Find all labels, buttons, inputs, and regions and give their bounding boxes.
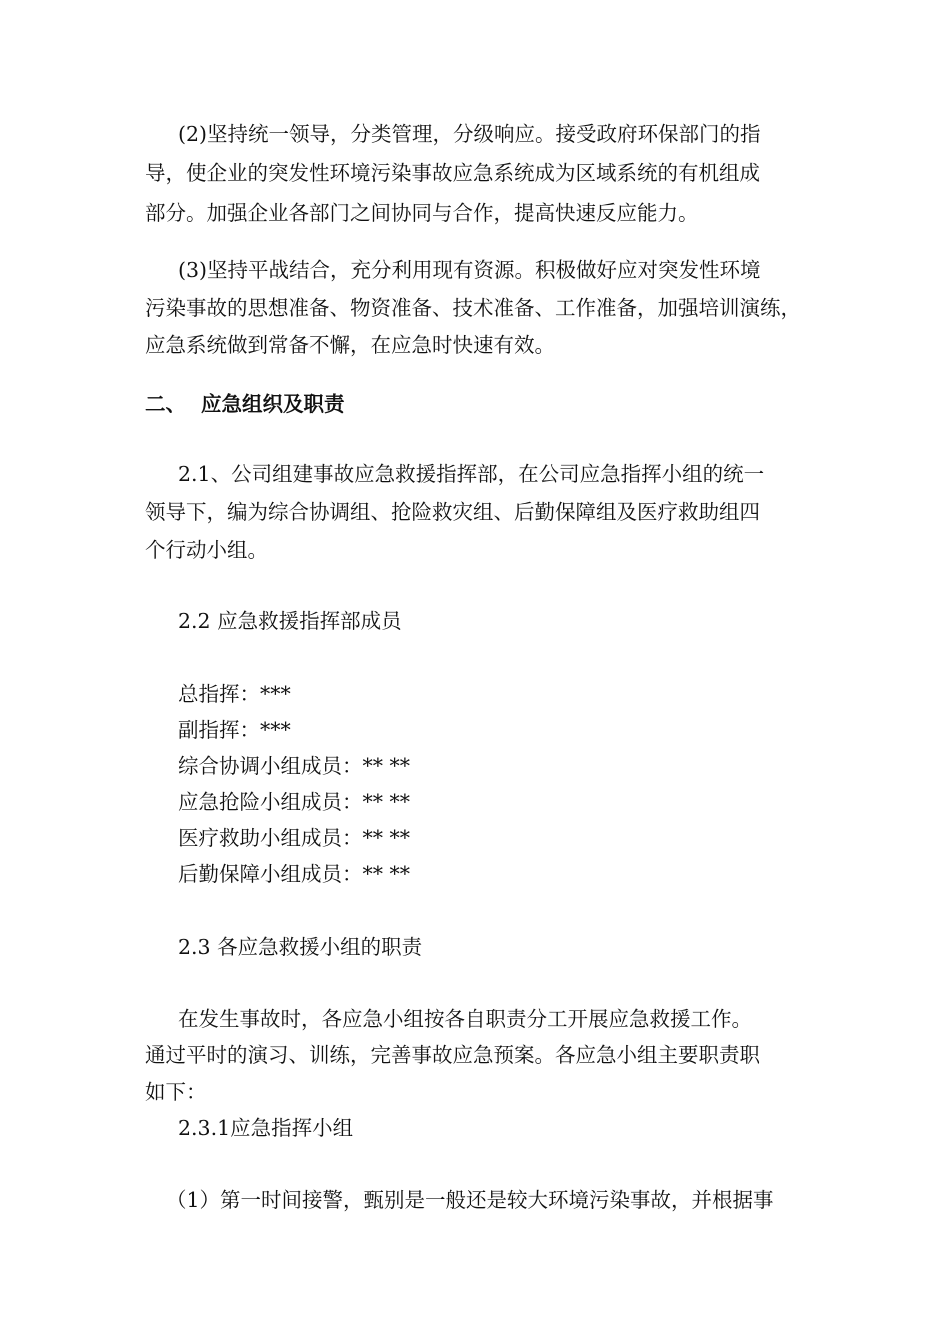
principle-3-line-2: 污染事故的思想准备、物资准备、技术准备、工作准备，加强培训演练， (145, 296, 801, 320)
principle-3-line-1: (3)坚持平战结合，充分利用现有资源。积极做好应对突发性环境 (178, 258, 761, 282)
para-2-3-1-item-1: （1）第一时间接警，甄别是一般还是较大环境污染事故，并根据事 (166, 1188, 774, 1212)
para-2-1-line-3: 个行动小组。 (145, 538, 268, 562)
para-2-2-heading: 2.2 应急救援指挥部成员 (178, 609, 402, 633)
member-list-item: 医疗救助小组成员：** ** (178, 826, 411, 850)
para-2-3-heading: 2.3 各应急救援小组的职责 (178, 935, 423, 959)
section-heading (145, 392, 345, 416)
para-2-1-line-2: 领导下，编为综合协调组、抢险救灾组、后勤保障组及医疗救助组四 (145, 500, 760, 524)
section-title: 应急组织及职责 (201, 392, 345, 416)
member-list-item: 综合协调小组成员：** ** (178, 754, 411, 778)
para-2-3-line-2: 通过平时的演习、训练，完善事故应急预案。各应急小组主要职责职 (145, 1043, 760, 1067)
section-number: 二、 (145, 392, 186, 416)
para-2-3-line-3: 如下： (145, 1080, 207, 1104)
para-2-1-line-1: 2.1、公司组建事故应急救援指挥部，在公司应急指挥小组的统一 (178, 462, 765, 486)
para-2-3-line-1: 在发生事故时，各应急小组按各自职责分工开展应急救援工作。 (178, 1007, 752, 1031)
principle-2-line-1: (2)坚持统一领导，分类管理，分级响应。接受政府环保部门的指 (178, 122, 761, 146)
principle-2-line-3: 部分。加强企业各部门之间协同与合作，提高快速反应能力。 (145, 201, 699, 225)
principle-2-line-2: 导，使企业的突发性环境污染事故应急系统成为区域系统的有机组成 (145, 161, 760, 185)
member-list-item: 总指挥：*** (178, 682, 291, 706)
principle-3-line-3: 应急系统做到常备不懈，在应急时快速有效。 (145, 333, 555, 357)
member-list-item: 副指挥：*** (178, 718, 291, 742)
member-list-item: 应急抢险小组成员：** ** (178, 790, 411, 814)
para-2-3-1-heading: 2.3.1应急指挥小组 (178, 1116, 354, 1140)
member-list-item: 后勤保障小组成员：** ** (178, 862, 411, 886)
